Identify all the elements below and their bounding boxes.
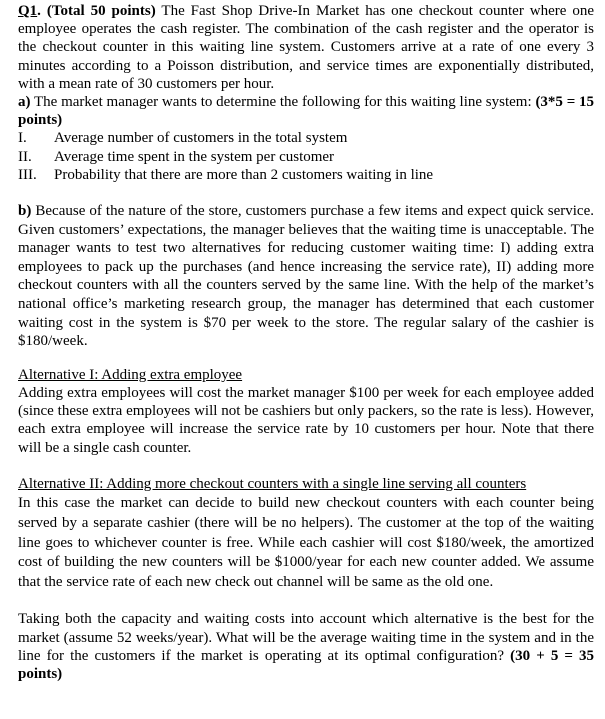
question-intro-paragraph — [18, 2, 594, 93]
part-a-paragraph — [18, 93, 594, 129]
closing-paragraph — [18, 610, 594, 683]
list-item-text: Average time spent in the system per customer — [54, 148, 335, 165]
spacer — [18, 457, 594, 475]
spacer — [18, 184, 594, 202]
part-b-paragraph — [18, 202, 594, 351]
list-item-number: III. — [18, 166, 37, 183]
part-b-label: b) — [18, 203, 32, 220]
closing-points: (30 + 5 = 35 points) — [18, 647, 595, 682]
list-item-number: II. — [18, 148, 32, 165]
question-number-dot: . — [37, 3, 47, 19]
alternative-1-text: Adding extra employees will cost the market manager $100 per week for each employee added (since these extra employees will not be cashiers but only packers, so the rate is less). However, each extra employee will increase the service rate by 10 customers per hour. Note that there will be a single cash counter. — [18, 384, 594, 456]
part-b-text: Because of the nature of the store, customers purchase a few items and expect quick service. Given customers’ expectations, the manager believes that the waiting time is unacceptable. The manager wants to test two alternatives for reducing customer waiting time: I) adding extra employees to pack up the purchases (and hence increasing the service rate), II) adding more checkout counters with all the counters served by the same line. With the help of the market’s national office’s marketing research group, the manager has determined that each customer waiting cost in the system is $70 per week to the store. The regular salary of the cashier is $180/week. — [18, 203, 595, 350]
list-item-number: I. — [18, 130, 27, 147]
part-a-points: (3*5 = 15 points) — [18, 94, 595, 129]
document — [18, 2, 594, 683]
list-item-text: Probability that there are more than 2 customers waiting in line — [54, 166, 434, 183]
spacer — [18, 592, 594, 610]
part-a-list — [18, 129, 594, 184]
alternative-2-paragraph — [18, 475, 594, 593]
part-a-label: a) — [18, 94, 31, 111]
list-item-text: Average number of customers in the total system — [54, 130, 348, 147]
question-number: Q1 — [18, 3, 38, 19]
closing-text: Taking both the capacity and waiting costs into account which alternative is the best for the market (assume 52 weeks/year). What will be the average waiting time in the system and in the line for the customers if the market is operating at its optimal configuration? — [18, 611, 594, 664]
question-points: (Total 50 points) — [46, 3, 156, 19]
question-intro-text: The Fast Shop Drive-In Market has one checkout counter where one employee operates the cash register. The combination of the cash register and the operator is the checkout counter in this waiting line system. Customers arrive at a rate of one every 3 minutes according to a Poisson distribution, and service times are exponentially distributed, with a mean rate of 30 customers per hour. — [18, 3, 595, 92]
alternative-2-heading: Alternative II: Adding more checkout counters with a single line serving all counters — [18, 475, 527, 492]
spacer — [18, 351, 594, 366]
list-item — [18, 166, 594, 184]
part-a-text: The market manager wants to determine the following for this waiting line system: — [34, 94, 532, 111]
alternative-1-heading: Alternative I: Adding extra employee — [18, 366, 243, 383]
alternative-2-text: In this case the market can decide to build new checkout counters with each counter being served by a separate cashier (there will be no helpers). The customer at the top of the waiting line goes to whichever counter is free. While each cashier will cost $180/week, the amortized cost of building the new counters will be $1000/year for each new counter added. We assume that the service rate of each new check out channel will be same as the old one. — [18, 495, 594, 590]
list-item — [18, 148, 594, 166]
list-item — [18, 129, 594, 147]
alternative-1-paragraph — [18, 366, 594, 457]
